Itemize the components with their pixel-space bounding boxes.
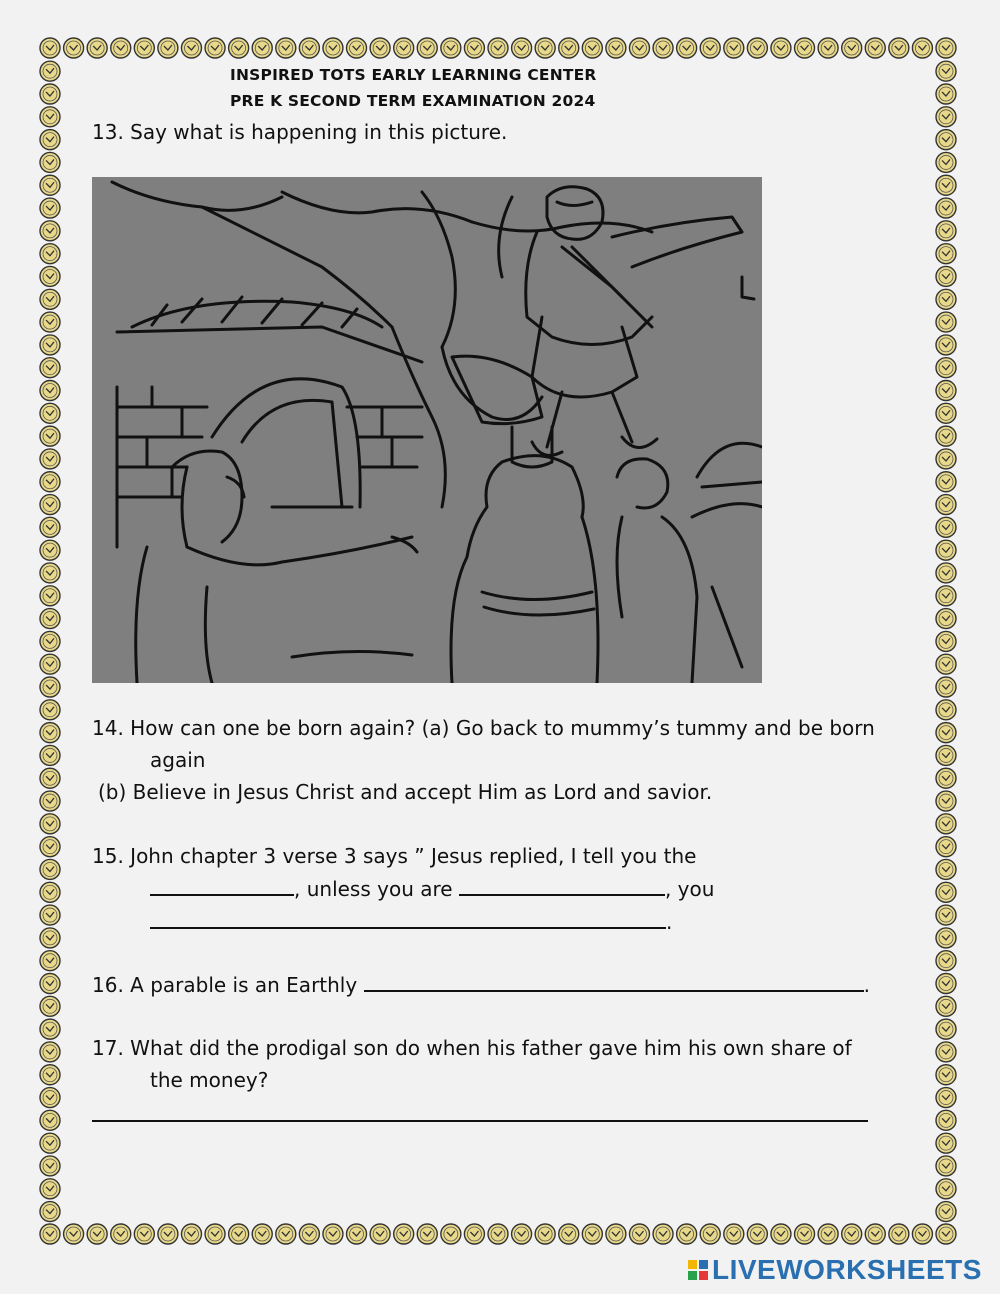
clock-icon xyxy=(936,837,956,857)
liveworksheets-logo xyxy=(688,1252,982,1288)
clock-icon xyxy=(40,312,60,332)
clock-icon xyxy=(936,586,956,606)
zacchaeus-tree-illustration xyxy=(92,177,762,683)
clock-icon xyxy=(936,882,956,902)
clock-icon xyxy=(559,1224,579,1244)
clock-icon xyxy=(936,472,956,492)
clock-icon xyxy=(936,905,956,925)
answer-blank-1[interactable] xyxy=(150,872,294,896)
clock-icon xyxy=(936,540,956,560)
clock-icon xyxy=(936,1065,956,1085)
clock-icon xyxy=(347,1224,367,1244)
clock-icon xyxy=(40,449,60,469)
clock-icon xyxy=(40,928,60,948)
clock-icon xyxy=(40,586,60,606)
answer-line-17[interactable] xyxy=(92,1120,868,1122)
clock-icon xyxy=(40,335,60,355)
clock-icon xyxy=(40,1156,60,1176)
question-17 xyxy=(92,1032,912,1096)
clock-icon xyxy=(40,859,60,879)
answer-blank-2[interactable] xyxy=(459,872,665,896)
question-16-end: . xyxy=(863,973,870,997)
clock-icon xyxy=(936,358,956,378)
clock-icon xyxy=(512,1224,532,1244)
clock-icon xyxy=(229,38,249,58)
clock-icon xyxy=(40,244,60,264)
clock-icon xyxy=(936,84,956,104)
exam-title: PRE K SECOND TERM EXAMINATION 2024 xyxy=(230,92,596,110)
clock-icon xyxy=(441,1224,461,1244)
clock-icon xyxy=(936,152,956,172)
question-16-text: 16. A parable is an Earthly xyxy=(92,973,358,997)
clock-icon xyxy=(205,1224,225,1244)
question-14-option-b: (b) Believe in Jesus Christ and accept Him as Lord and savior. xyxy=(98,780,713,804)
clock-icon xyxy=(370,1224,390,1244)
clock-icon xyxy=(936,107,956,127)
clock-icon xyxy=(629,1224,649,1244)
question-16 xyxy=(92,968,912,1001)
clock-icon xyxy=(40,791,60,811)
clock-icon xyxy=(700,38,720,58)
clock-icon xyxy=(936,1179,956,1199)
question-14-line2: again xyxy=(150,748,206,772)
clock-icon xyxy=(936,814,956,834)
clock-icon xyxy=(417,38,437,58)
clock-icon xyxy=(40,563,60,583)
clock-icon xyxy=(40,996,60,1016)
clock-icon xyxy=(40,723,60,743)
clock-icon xyxy=(936,1202,956,1222)
clock-icon xyxy=(535,38,555,58)
clock-icon xyxy=(936,974,956,994)
clock-icon xyxy=(40,1042,60,1062)
clock-icon xyxy=(394,1224,414,1244)
clock-icon xyxy=(40,38,60,58)
clock-icon xyxy=(40,381,60,401)
clock-icon xyxy=(936,723,956,743)
clock-icon xyxy=(936,130,956,150)
clock-icon xyxy=(936,517,956,537)
clock-icon xyxy=(582,38,602,58)
clock-icon xyxy=(40,221,60,241)
clock-icon xyxy=(795,1224,815,1244)
clock-icon xyxy=(394,38,414,58)
clock-icon xyxy=(299,38,319,58)
clock-icon xyxy=(747,38,767,58)
clock-icon xyxy=(795,38,815,58)
clock-icon xyxy=(134,38,154,58)
clock-icon xyxy=(936,244,956,264)
clock-icon xyxy=(936,654,956,674)
clock-icon xyxy=(936,996,956,1016)
clock-icon xyxy=(936,426,956,446)
clock-icon xyxy=(158,38,178,58)
clock-icon xyxy=(205,38,225,58)
clock-icon xyxy=(936,1110,956,1130)
clock-icon xyxy=(40,951,60,971)
clock-icon xyxy=(158,1224,178,1244)
clock-icon xyxy=(936,175,956,195)
clock-icon xyxy=(936,745,956,765)
clock-icon xyxy=(40,1088,60,1108)
clock-icon xyxy=(417,1224,437,1244)
clock-icon xyxy=(111,38,131,58)
school-name: INSPIRED TOTS EARLY LEARNING CENTER xyxy=(230,66,597,84)
clock-icon xyxy=(771,1224,791,1244)
clock-icon xyxy=(64,1224,84,1244)
clock-icon xyxy=(40,1202,60,1222)
clock-icon xyxy=(40,152,60,172)
clock-icon xyxy=(936,631,956,651)
question-15-seg2: , you xyxy=(664,877,715,901)
clock-icon xyxy=(40,1133,60,1153)
question-13 xyxy=(92,116,507,148)
clock-icon xyxy=(936,563,956,583)
clock-icon xyxy=(629,38,649,58)
clock-icon xyxy=(464,1224,484,1244)
clock-icon xyxy=(40,358,60,378)
clock-icon xyxy=(40,745,60,765)
clock-icon xyxy=(40,905,60,925)
clock-icon xyxy=(677,38,697,58)
answer-blank-4[interactable] xyxy=(364,968,864,992)
clock-icon xyxy=(40,1224,60,1244)
clock-icon xyxy=(936,266,956,286)
clock-icon xyxy=(40,974,60,994)
clock-icon xyxy=(936,449,956,469)
clock-icon xyxy=(276,1224,296,1244)
clock-icon xyxy=(936,677,956,697)
clock-icon xyxy=(936,1088,956,1108)
clock-icon xyxy=(181,1224,201,1244)
clock-icon xyxy=(40,61,60,81)
question-17-line1: 17. What did the prodigal son do when his father gave him his own share of xyxy=(92,1036,852,1060)
clock-icon xyxy=(441,38,461,58)
clock-icon xyxy=(936,609,956,629)
clock-icon xyxy=(865,1224,885,1244)
clock-icon xyxy=(936,791,956,811)
clock-icon xyxy=(64,38,84,58)
clock-icon xyxy=(936,61,956,81)
question-13-text: 13. Say what is happening in this picture. xyxy=(92,120,508,144)
question-15 xyxy=(92,840,912,938)
clock-icon xyxy=(40,403,60,423)
clock-icon xyxy=(936,1133,956,1153)
clock-icon xyxy=(488,1224,508,1244)
clock-icon xyxy=(936,335,956,355)
clock-icon xyxy=(865,38,885,58)
clock-icon xyxy=(40,289,60,309)
clock-icon xyxy=(818,1224,838,1244)
clock-icon xyxy=(40,198,60,218)
clock-icon xyxy=(912,1224,932,1244)
clock-icon xyxy=(40,517,60,537)
clock-icon xyxy=(936,312,956,332)
clock-icon xyxy=(40,677,60,697)
clock-icon xyxy=(252,38,272,58)
logo-mark-icon xyxy=(688,1260,708,1280)
clock-icon xyxy=(111,1224,131,1244)
clock-icon xyxy=(87,1224,107,1244)
clock-icon xyxy=(936,1224,956,1244)
clock-icon xyxy=(252,1224,272,1244)
clock-icon xyxy=(40,495,60,515)
clock-icon xyxy=(936,38,956,58)
clock-icon xyxy=(40,84,60,104)
clock-icon xyxy=(936,768,956,788)
answer-blank-3[interactable] xyxy=(150,905,666,929)
clock-icon xyxy=(936,221,956,241)
clock-icon xyxy=(40,1065,60,1085)
clock-icon xyxy=(40,426,60,446)
clock-icon xyxy=(40,654,60,674)
clock-icon xyxy=(889,1224,909,1244)
clock-icon xyxy=(370,38,390,58)
brand-name: LIVEWORKSHEETS xyxy=(712,1254,982,1285)
question-15-line1: 15. John chapter 3 verse 3 says ” Jesus replied, I tell you the xyxy=(92,844,697,868)
clock-icon xyxy=(40,175,60,195)
clock-icon xyxy=(653,38,673,58)
clock-icon xyxy=(535,1224,555,1244)
clock-icon xyxy=(936,1042,956,1062)
clock-icon xyxy=(40,1179,60,1199)
clock-icon xyxy=(40,700,60,720)
clock-icon xyxy=(488,38,508,58)
clock-icon xyxy=(299,1224,319,1244)
clock-icon xyxy=(889,38,909,58)
clock-icon xyxy=(842,1224,862,1244)
clock-icon xyxy=(40,1110,60,1130)
clock-icon xyxy=(677,1224,697,1244)
clock-icon xyxy=(606,1224,626,1244)
clock-icon xyxy=(276,38,296,58)
clock-icon xyxy=(323,1224,343,1244)
clock-icon xyxy=(582,1224,602,1244)
clock-icon xyxy=(40,107,60,127)
clock-icon xyxy=(323,38,343,58)
clock-icon xyxy=(724,38,744,58)
question-15-end: . xyxy=(666,910,673,934)
clock-icon xyxy=(40,609,60,629)
clock-icon xyxy=(724,1224,744,1244)
clock-icon xyxy=(40,837,60,857)
question-17-line2: the money? xyxy=(150,1068,269,1092)
school-header xyxy=(230,62,690,114)
clock-icon xyxy=(40,266,60,286)
clock-icon xyxy=(818,38,838,58)
clock-icon xyxy=(936,928,956,948)
clock-icon xyxy=(936,951,956,971)
clock-icon xyxy=(936,403,956,423)
clock-icon xyxy=(347,38,367,58)
clock-icon xyxy=(936,1019,956,1039)
clock-icon xyxy=(936,198,956,218)
clock-icon xyxy=(134,1224,154,1244)
question-14 xyxy=(92,712,912,808)
clock-icon xyxy=(40,631,60,651)
clock-icon xyxy=(40,472,60,492)
clock-icon xyxy=(747,1224,767,1244)
clock-icon xyxy=(181,38,201,58)
clock-icon xyxy=(40,768,60,788)
clock-icon xyxy=(936,495,956,515)
clock-icon xyxy=(771,38,791,58)
clock-icon xyxy=(606,38,626,58)
clock-icon xyxy=(40,130,60,150)
clock-icon xyxy=(40,814,60,834)
clock-icon xyxy=(653,1224,673,1244)
clock-icon xyxy=(559,38,579,58)
clock-icon xyxy=(936,859,956,879)
clock-icon xyxy=(512,38,532,58)
clock-icon xyxy=(936,700,956,720)
clock-icon xyxy=(842,38,862,58)
clock-icon xyxy=(936,1156,956,1176)
clock-icon xyxy=(40,1019,60,1039)
question-15-seg1: , unless you are xyxy=(294,877,453,901)
clock-icon xyxy=(40,882,60,902)
clock-icon xyxy=(936,289,956,309)
clock-icon xyxy=(229,1224,249,1244)
clock-icon xyxy=(464,38,484,58)
clock-icon xyxy=(936,381,956,401)
clock-icon xyxy=(87,38,107,58)
clock-icon xyxy=(700,1224,720,1244)
clock-icon xyxy=(912,38,932,58)
question-14-line1: 14. How can one be born again? (a) Go back to mummy’s tummy and be born xyxy=(92,716,875,740)
clock-icon xyxy=(40,540,60,560)
